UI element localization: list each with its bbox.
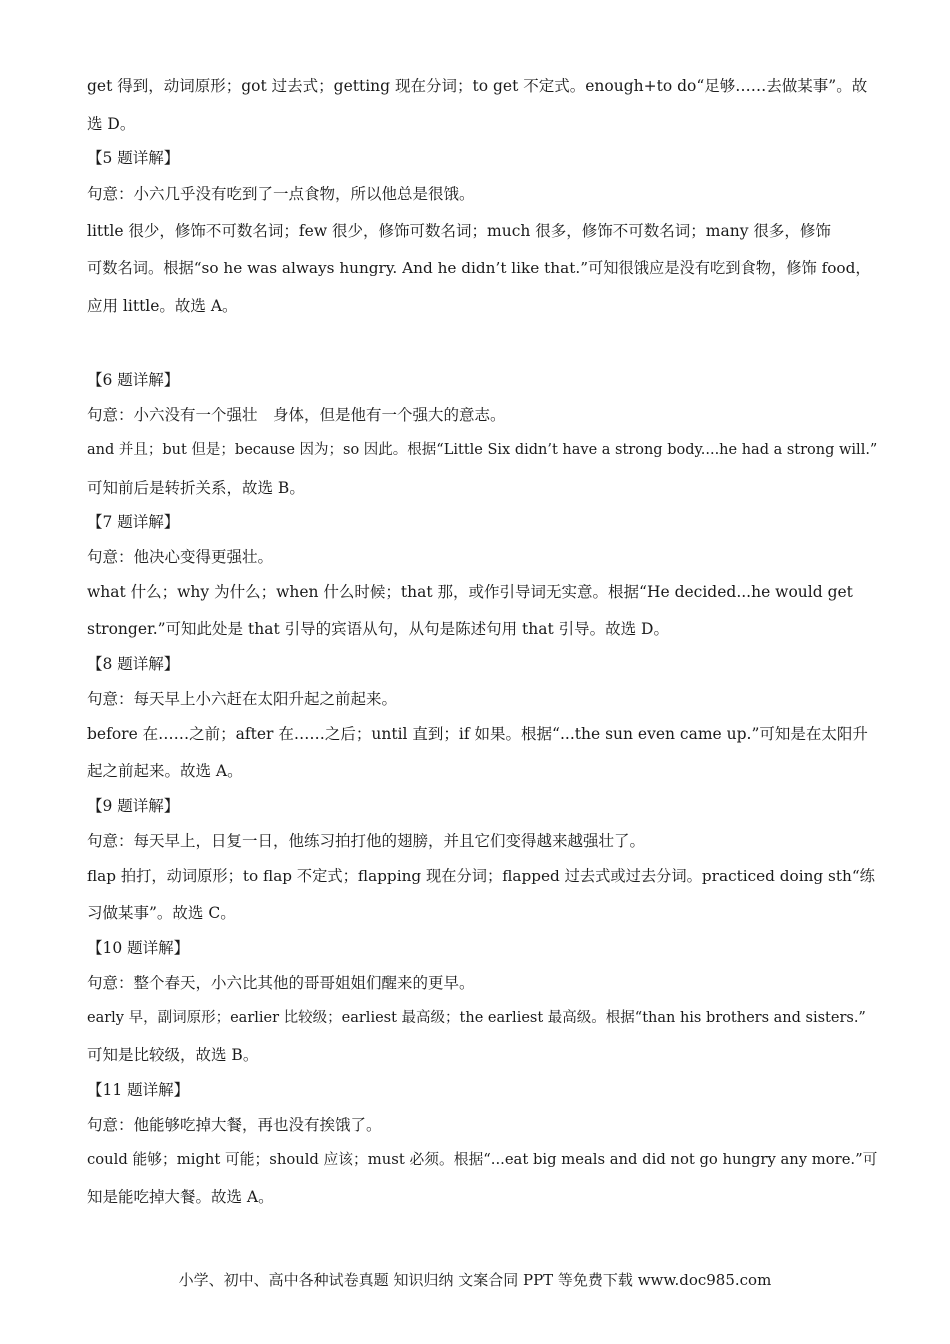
text-line: 句意：他决心变得更强壮。 <box>87 548 274 566</box>
text-line: 选 D。 <box>87 115 136 133</box>
text-line: 习做某事”。故选 C。 <box>87 904 236 922</box>
section-heading: 【8 题详解】 <box>87 655 180 673</box>
text-line: 句意：整个春天，小六比其他的哥哥姐姐们醒来的更早。 <box>87 974 475 992</box>
text-line: 应用 little。故选 A。 <box>87 297 238 315</box>
text-line: 可知前后是转折关系，故选 B。 <box>87 479 305 497</box>
text-line: 知是能吃掉大餐。故选 A。 <box>87 1188 274 1206</box>
text-line: flap 拍打，动词原形；to flap 不定式；flapping 现在分词；flapped 过去式或过去分词。practiced doing sth“练 <box>87 867 875 885</box>
section-heading: 【7 题详解】 <box>87 513 180 531</box>
text-line: could 能够；might 可能；should 应该；must 必须。根据“...eat big meals and did not go hungry any more.”可 <box>87 1151 878 1168</box>
section-heading: 【11 题详解】 <box>87 1081 190 1099</box>
text-line: what 什么；why 为什么；when 什么时候；that 那，或作引导词无实意。根据“He decided...he would get <box>87 583 853 601</box>
text-line: before 在……之前；after 在……之后；until 直到；if 如果。根据“...the sun even came up.”可知是在太阳升 <box>87 725 868 743</box>
text-line: 句意：每天早上小六赶在太阳升起之前起来。 <box>87 690 398 708</box>
text-line: 句意：每天早上，日复一日，他练习拍打他的翅膀，并且它们变得越来越强壮了。 <box>87 832 646 850</box>
text-line: 句意：他能够吃掉大餐，再也没有挨饿了。 <box>87 1116 382 1134</box>
section-heading: 【5 题详解】 <box>87 149 180 167</box>
text-line: stronger.”可知此处是 that 引导的宾语从句，从句是陈述句用 that 引导。故选 D。 <box>87 620 669 638</box>
text-line: 句意：小六没有一个强壮 身体，但是他有一个强大的意志。 <box>87 406 506 424</box>
text-line: get 得到，动词原形；got 过去式；getting 现在分词；to get 不定式。enough+to do“足够……去做某事”。故 <box>87 77 868 95</box>
text-line: 起之前起来。故选 A。 <box>87 762 243 780</box>
section-heading: 【9 题详解】 <box>87 797 180 815</box>
text-line: 可数名词。根据“so he was always hungry. And he didn’t like that.”可知很饿应是没有吃到食物，修饰 food， <box>87 259 871 277</box>
section-heading: 【6 题详解】 <box>87 371 180 389</box>
text-line: little 很少，修饰不可数名词；few 很少，修饰可数名词；much 很多，修饰不可数名词；many 很多，修饰 <box>87 222 831 240</box>
page-footer: 小学、初中、高中各种试卷真题 知识归纳 文案合同 PPT 等免费下载 www.doc985.com <box>178 1271 772 1289</box>
text-line: 可知是比较级，故选 B。 <box>87 1046 259 1064</box>
text-line: and 并且；but 但是；because 因为；so 因此。根据“Little Six didn’t have a strong body....he had a strong will.” <box>87 442 878 458</box>
text-line: 句意：小六几乎没有吃到了一点食物，所以他总是很饿。 <box>87 185 475 203</box>
text-line: early 早，副词原形；earlier 比较级；earliest 最高级；the earliest 最高级。根据“than his brothers and sisters.” <box>87 1010 866 1026</box>
section-heading: 【10 题详解】 <box>87 939 190 957</box>
